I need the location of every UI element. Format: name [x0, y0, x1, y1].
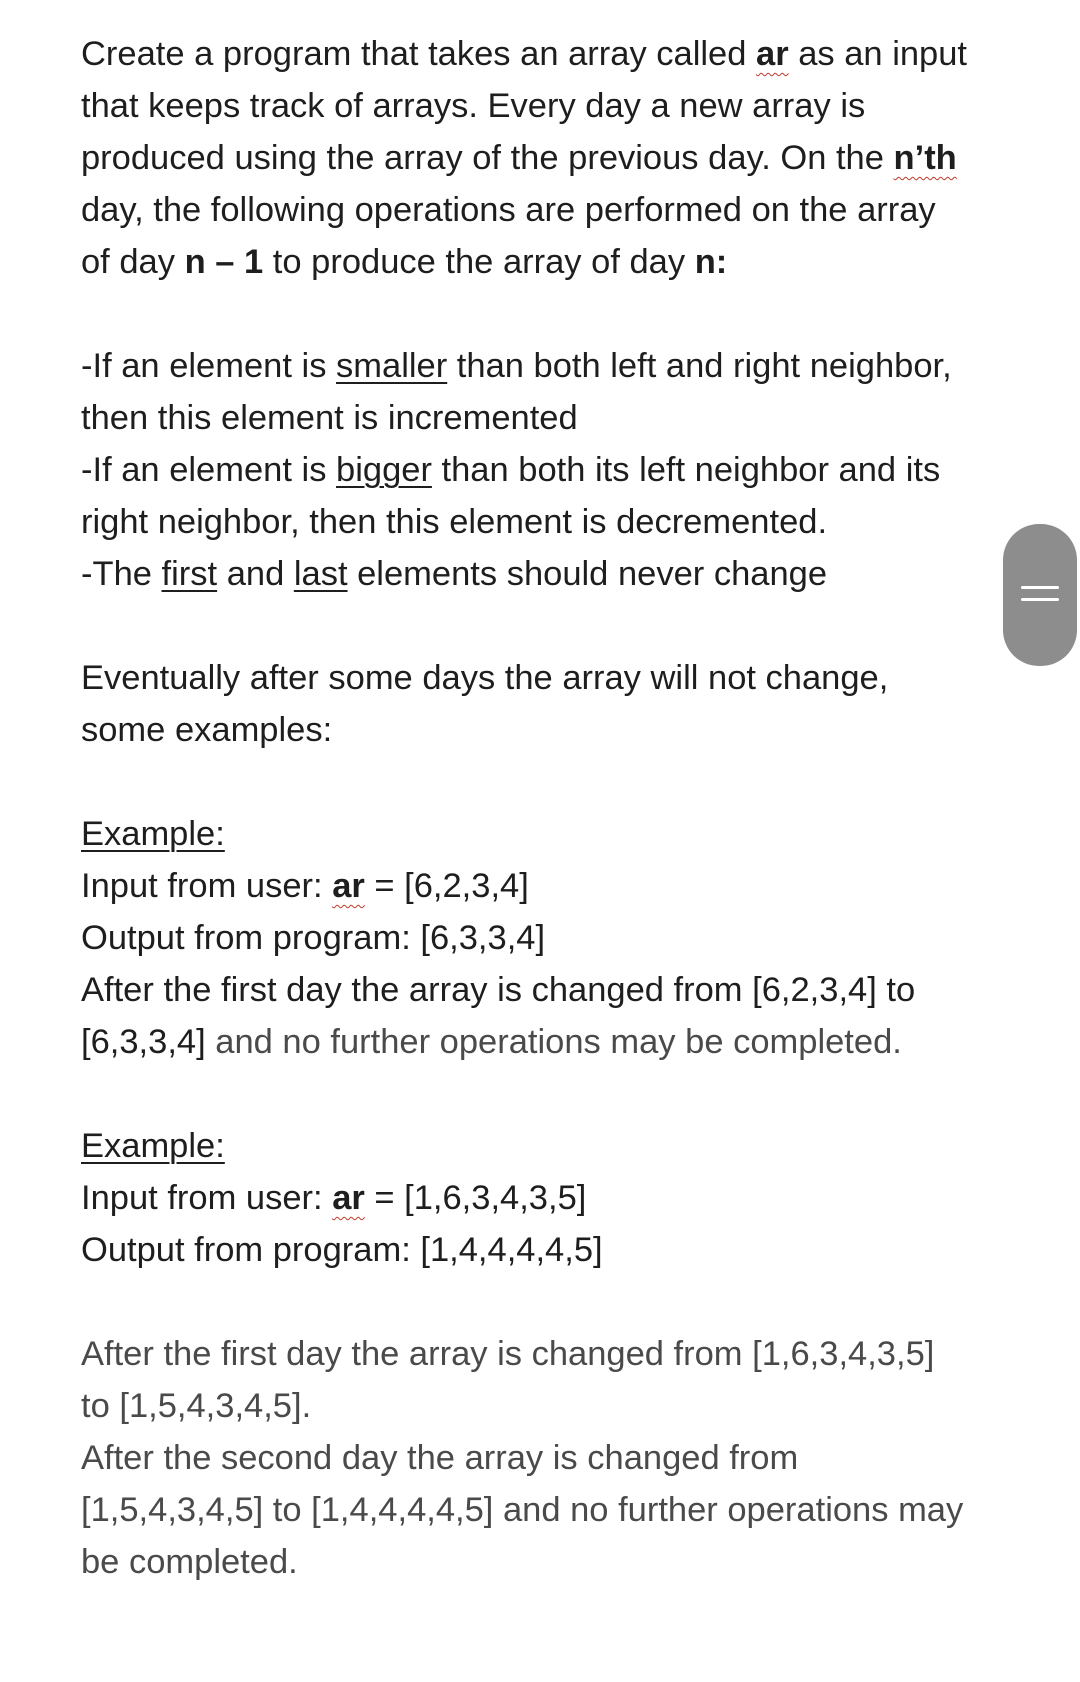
example-2-after2-line-2: [1,5,4,3,4,5] to [1,4,4,4,4,5] and no further operations may: [81, 1491, 964, 1529]
example-1-heading: Example:: [81, 815, 225, 853]
intro-paragraph: [81, 28, 1011, 288]
example-2-after1-line-1: After the first day the array is changed from [1,6,3,4,3,5]: [81, 1335, 935, 1373]
eventually-line-1: Eventually after some days the array will not change,: [81, 659, 889, 697]
intro-line-4: day, the following operations are performed on the array: [81, 191, 936, 229]
spacer: [81, 756, 1011, 808]
rule-smaller-line-1: -If an element is smaller than both left and right neighbor,: [81, 347, 952, 385]
rule-bigger-line-1: -If an element is bigger than both its left neighbor and its: [81, 451, 941, 489]
ar-term: ar: [756, 35, 789, 73]
example-1-input: Input from user: ar = [6,2,3,4]: [81, 867, 529, 905]
eventually-line-2: some examples:: [81, 711, 333, 749]
eventually-paragraph: [81, 652, 1011, 756]
bigger-keyword: bigger: [336, 451, 432, 489]
rule-smaller-line-2: then this element is incremented: [81, 399, 578, 437]
spacer: [81, 1276, 1011, 1328]
last-keyword: last: [293, 555, 348, 593]
example-1-after-line-2: [6,3,3,4] and no further operations may be completed.: [81, 1023, 902, 1061]
n-minus-1-term: n – 1: [184, 243, 264, 281]
intro-line-1: Create a program that takes an array called ar as an input: [81, 35, 968, 73]
example-1-output: Output from program: [6,3,3,4]: [81, 919, 546, 957]
example-2-output: Output from program: [1,4,4,4,4,5]: [81, 1231, 603, 1269]
first-keyword: first: [161, 555, 218, 593]
handle-line: [1021, 598, 1059, 601]
example-2-heading: Example:: [81, 1127, 225, 1165]
rule-ends-line: -The first and last elements should never change: [81, 555, 828, 593]
example-2-after2-line-3: be completed.: [81, 1543, 298, 1581]
ar-term: ar: [332, 867, 365, 905]
example-2-after1-line-2: to [1,5,4,3,4,5].: [81, 1387, 312, 1425]
rule-bigger-line-2: right neighbor, then this element is decremented.: [81, 503, 828, 541]
example-2-after2-line-1: After the second day the array is changed from: [81, 1439, 799, 1477]
spacer: [81, 1068, 1011, 1120]
drag-handle-icon[interactable]: [1003, 524, 1077, 666]
spacer: [81, 600, 1011, 652]
rules-paragraph: [81, 340, 1011, 600]
intro-line-3: produced using the array of the previous day. On the n’th: [81, 139, 957, 177]
intro-line-2: that keeps track of arrays. Every day a new array is: [81, 87, 866, 125]
smaller-keyword: smaller: [336, 347, 448, 385]
example-1: [81, 808, 1011, 1068]
example-1-after-line-1: After the first day the array is changed from [6,2,3,4] to: [81, 971, 916, 1009]
n-term: n:: [694, 243, 728, 281]
spacer: [81, 288, 1011, 340]
document-body: [81, 28, 1011, 1588]
ar-term: ar: [332, 1179, 365, 1217]
intro-line-5: of day n – 1 to produce the array of day n:: [81, 243, 728, 281]
example-2: [81, 1120, 1011, 1276]
nth-term: n’th: [893, 139, 957, 177]
example-2-explanation: [81, 1328, 1011, 1588]
handle-line: [1021, 586, 1059, 589]
example-2-input: Input from user: ar = [1,6,3,4,3,5]: [81, 1179, 587, 1217]
